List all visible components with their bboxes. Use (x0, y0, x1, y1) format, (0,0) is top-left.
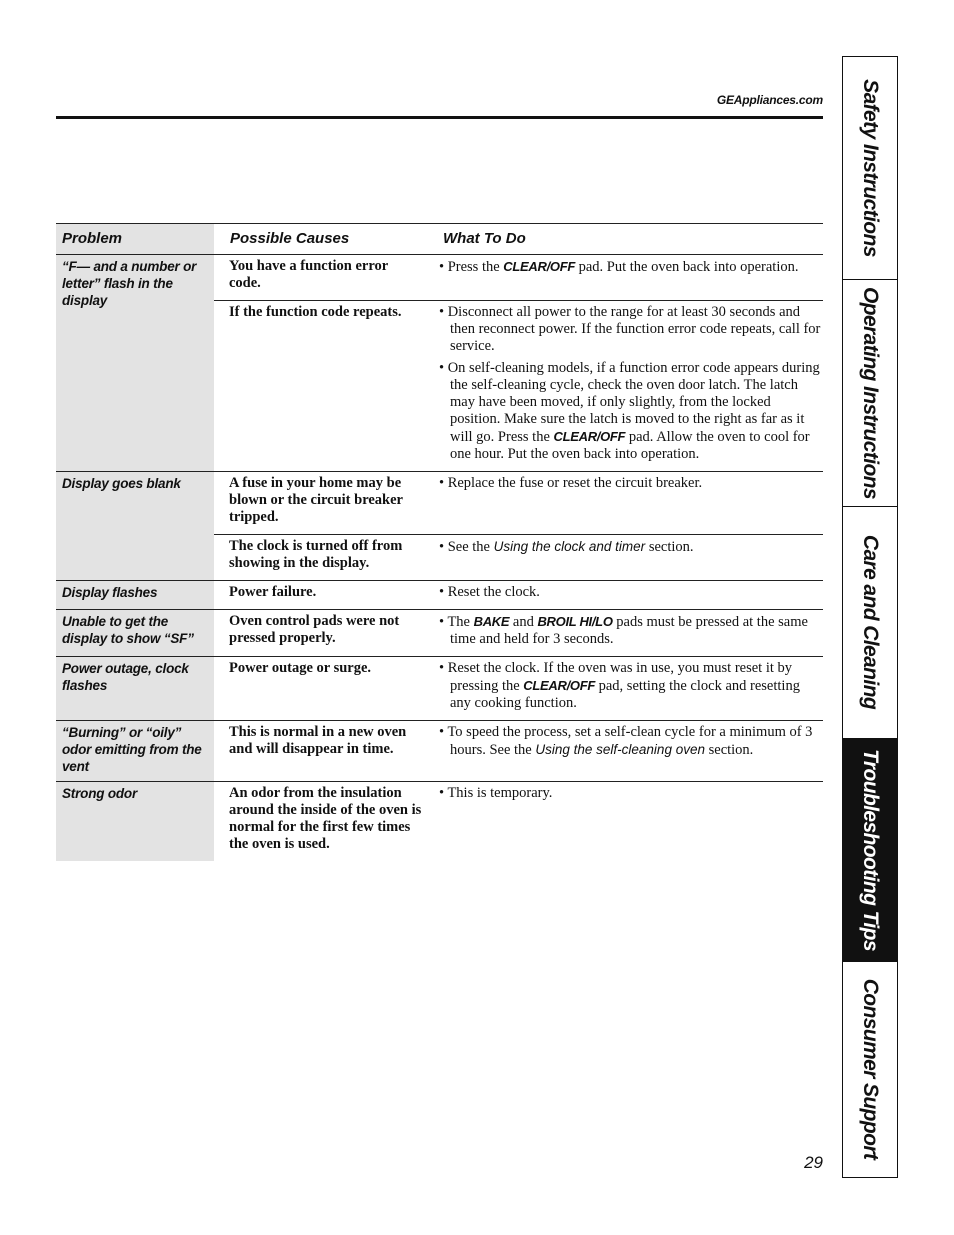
cause-entry (214, 535, 823, 580)
tab-label: Care and Cleaning (859, 534, 882, 710)
action-text: and (509, 614, 538, 630)
website-url: GEAppliances.com (716, 93, 823, 107)
tab-label: Safety Instructions (859, 79, 882, 257)
cause-group (214, 782, 823, 861)
action-bullet: • The BAKE and BROIL HI/LO pads must be pressed at the same time and held for 3 seconds. (439, 614, 808, 647)
table-row (56, 255, 823, 472)
tab-label: Troubleshooting Tips (859, 748, 882, 951)
action-bullet: • Press the CLEAR/OFF pad. Put the oven back into operation. (439, 259, 799, 275)
action-bullet: • Reset the clock. If the oven was in use, you must reset it by pressing the CLEAR/OFF pad, setting the clock and resetting any cooking function. (439, 660, 800, 711)
cause-cell: An odor from the insulation around the inside of the oven is normal for the first few times the oven is used. (229, 785, 422, 852)
cause-cell: Power failure. (229, 584, 317, 600)
header-rule (56, 116, 823, 119)
action-text: See the (447, 539, 494, 555)
cause-group (214, 657, 823, 720)
control-pad-name: BROIL HI/LO (537, 614, 613, 629)
cause-group (214, 255, 823, 471)
tab-consumer-support[interactable] (843, 961, 897, 1177)
page-number: 29 (804, 1153, 823, 1172)
problem-cell: Strong odor (56, 782, 214, 861)
todo-cell (427, 721, 823, 767)
cause-entry (214, 610, 823, 656)
todo-cell (427, 301, 823, 471)
problem-cell: Display flashes (56, 581, 214, 609)
action-text: Reset the clock. If the oven was in use, you must reset it by pressing the (447, 660, 793, 694)
troubleshooting-table (56, 223, 823, 861)
action-text: Disconnect all power to the range for at least 30 seconds and then reconnect power. If the function error code repeats, call for service. (447, 304, 821, 354)
column-header-problem: Problem (56, 224, 214, 254)
action-text: To speed the process, set a self-clean cycle for a minimum of 3 hours. See the (447, 724, 813, 758)
action-text: Reset the clock. (447, 584, 540, 600)
action-text: This is temporary. (447, 785, 553, 801)
control-pad-name: CLEAR/OFF (553, 429, 626, 444)
problem-cell: “Burning” or “oily” odor emitting from the vent (56, 721, 214, 781)
cause-cell: You have a function error code. (229, 258, 388, 291)
action-text: pad. Allow the oven to cool for one hour. Put the oven back into operation. (450, 429, 810, 462)
table-row (56, 610, 823, 657)
cause-cell: A fuse in your home may be blown or the circuit breaker tripped. (229, 475, 403, 525)
action-text: pad. Put the oven back into operation. (574, 259, 799, 275)
todo-cell (427, 472, 823, 534)
cause-group (214, 721, 823, 781)
cause-cell: Power outage or surge. (229, 660, 372, 676)
control-pad-name: BAKE (473, 614, 510, 629)
column-header-todo: What To Do (443, 230, 526, 247)
action-text: pads must be pressed at the same time and held for 3 seconds. (450, 614, 808, 647)
section-tabs (842, 56, 898, 1178)
todo-cell (427, 255, 823, 300)
cause-cell: Oven control pads were not pressed properly. (229, 613, 400, 646)
action-bullet: • On self-cleaning models, if a function error code appears during the self-cleaning cycle, check the oven door latch. The latch may have been moved, if only slightly, from the locked position. Make sure the latch is moved to the right as far as it will go. Press the CLEAR/OFF pad. Allow the oven to cool for one hour. Put the oven back into operation. (439, 360, 820, 462)
action-text: pad, setting the clock and resetting any cooking function. (450, 678, 800, 711)
action-text: On self-cleaning models, if a function error code appears during the self-cleaning cycle, check the oven door latch. The latch may have been moved, if only slightly, from the locked position. Make sure the latch is moved to the right as far as it will go. Press the (447, 360, 820, 445)
action-bullet: • Replace the fuse or reset the circuit breaker. (439, 475, 703, 491)
cause-cell: The clock is turned off from showing in the display. (229, 538, 403, 571)
tab-label: Consumer Support (859, 978, 882, 1160)
cause-group (214, 472, 823, 580)
table-row (56, 782, 823, 861)
problem-cell: Unable to get the display to show “SF” (56, 610, 214, 656)
tab-troubleshooting-tips[interactable] (843, 738, 897, 962)
control-pad-name: CLEAR/OFF (523, 678, 595, 693)
action-text: The (447, 614, 474, 630)
column-header-causes: Possible Causes (230, 230, 350, 247)
control-pad-name: CLEAR/OFF (503, 259, 575, 274)
table-row (56, 581, 823, 610)
action-text: Replace the fuse or reset the circuit breaker. (447, 475, 703, 491)
cause-cell: This is normal in a new oven and will disappear in time. (229, 724, 407, 757)
table-row (56, 472, 823, 581)
action-bullet: • Disconnect all power to the range for at least 30 seconds and then reconnect power. If the function error code repeats, call for service. (439, 304, 821, 354)
todo-cell (427, 610, 823, 656)
table-row (56, 721, 823, 782)
cause-group (214, 610, 823, 656)
action-bullet: • See the Using the clock and timer section. (439, 539, 694, 555)
action-text: section. (645, 539, 694, 555)
cause-group (214, 581, 823, 609)
cause-entry (214, 255, 823, 301)
todo-cell (427, 535, 823, 580)
action-bullet: • To speed the process, set a self-clean cycle for a minimum of 3 hours. See the Using the self-cleaning oven section. (439, 724, 813, 758)
todo-cell (427, 581, 823, 609)
table-body (56, 255, 823, 861)
todo-cell (427, 657, 823, 720)
cause-entry (214, 657, 823, 720)
problem-cell: Display goes blank (56, 472, 214, 580)
problem-cell: “F— and a number or letter” flash in the display (56, 255, 214, 471)
cause-entry (214, 581, 823, 609)
action-text: Press the (447, 259, 504, 275)
tab-care-and-cleaning[interactable] (843, 506, 897, 739)
cause-entry (214, 721, 823, 767)
tab-operating-instructions[interactable] (843, 279, 897, 507)
cause-cell: If the function code repeats. (229, 304, 402, 320)
action-bullet: • Reset the clock. (439, 584, 540, 600)
tab-label: Operating Instructions (859, 286, 882, 499)
cause-entry (214, 472, 823, 535)
problem-cell: Power outage, clock flashes (56, 657, 214, 720)
tab-safety-instructions[interactable] (843, 57, 897, 280)
table-header (56, 224, 823, 255)
action-text: section. (704, 742, 754, 758)
section-reference: Using the self-cleaning oven (535, 742, 705, 757)
action-bullet: • This is temporary. (439, 785, 553, 801)
cause-entry (214, 301, 823, 471)
section-reference: Using the clock and timer (493, 539, 646, 554)
todo-cell (427, 782, 823, 861)
cause-entry (214, 782, 823, 861)
table-row (56, 657, 823, 721)
